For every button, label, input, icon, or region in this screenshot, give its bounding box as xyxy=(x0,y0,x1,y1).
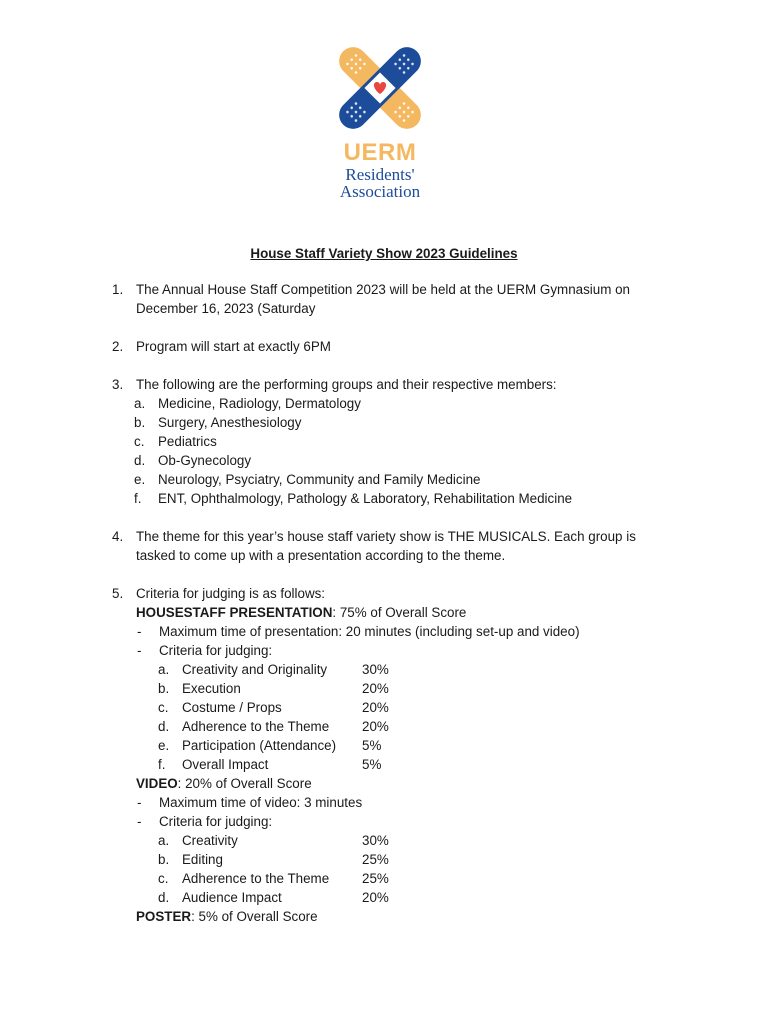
criteria-letter: b. xyxy=(158,681,170,696)
poster-label: POSTER xyxy=(136,909,192,924)
criteria-letter: a. xyxy=(158,833,170,848)
group-letter: b. xyxy=(134,415,146,430)
criteria-percent: 30% xyxy=(362,833,389,848)
criteria-letter: e. xyxy=(158,738,170,753)
criteria-name: Adherence to the Theme xyxy=(182,719,330,734)
item-text: Criteria for judging is as follows: xyxy=(136,586,326,601)
group-entry xyxy=(112,489,652,508)
logo-subtitle-line1: Residents' xyxy=(345,165,415,184)
criteria-letter: a. xyxy=(158,662,170,677)
criteria-letter: c. xyxy=(158,700,169,715)
logo-uerm-text: UERM xyxy=(343,139,417,166)
criteria-label-text: Criteria for judging: xyxy=(159,643,273,658)
criteria-row xyxy=(136,698,652,717)
video-heading xyxy=(136,774,652,793)
housestaff-label: HOUSESTAFF PRESENTATION xyxy=(136,605,333,620)
item-number: 5. xyxy=(112,586,124,601)
criteria-letter: d. xyxy=(158,890,170,905)
housestaff-heading xyxy=(136,603,652,622)
criteria-row xyxy=(136,660,652,679)
criteria-percent: 25% xyxy=(362,852,389,867)
criteria-row xyxy=(136,831,652,850)
criteria-name: Adherence to the Theme xyxy=(182,871,330,886)
criteria-name: Creativity xyxy=(182,833,238,848)
criteria-row xyxy=(136,755,652,774)
group-entry xyxy=(112,413,652,432)
poster-score: : 5% of Overall Score xyxy=(191,909,318,924)
video-score: : 20% of Overall Score xyxy=(177,776,312,791)
criteria-percent: 25% xyxy=(362,871,389,886)
criteria-percent: 5% xyxy=(362,757,382,772)
video-max-time: - Maximum time of video: 3 minutes xyxy=(137,795,363,810)
criteria-percent: 5% xyxy=(362,738,382,753)
item-number: 2. xyxy=(112,339,124,354)
criteria-letter: d. xyxy=(158,719,170,734)
poster-heading xyxy=(136,907,652,926)
criteria-row xyxy=(136,869,652,888)
max-time-text: Maximum time of video: 3 minutes xyxy=(159,795,363,810)
item-number: 4. xyxy=(112,529,124,544)
max-time-text: Maximum time of presentation: 20 minutes (including set-up and video) xyxy=(159,624,580,639)
criteria-percent: 30% xyxy=(362,662,389,677)
criteria-row xyxy=(136,717,652,736)
item-number: 1. xyxy=(112,282,124,297)
housestaff-max-time: - Maximum time of presentation: 20 minutes (including set-up and video) xyxy=(137,624,580,639)
criteria-percent: 20% xyxy=(362,700,389,715)
group-entry xyxy=(112,394,652,413)
item-text: Program will start at exactly 6PM xyxy=(136,339,331,354)
item-number: 3. xyxy=(112,377,124,392)
group-entry xyxy=(112,451,652,470)
group-letter: d. xyxy=(134,453,146,468)
item-text-line: The theme for this year’s house staff variety show is THE MUSICALS. Each group is xyxy=(136,529,636,544)
criteria-name: Participation (Attendance) xyxy=(182,738,337,753)
video-label: VIDEO xyxy=(136,776,178,791)
criteria-letter: c. xyxy=(158,871,169,886)
uerm-logo xyxy=(330,40,430,200)
housestaff-score: : 75% of Overall Score xyxy=(332,605,467,620)
group-letter: f. xyxy=(134,491,142,506)
group-letter: a. xyxy=(134,396,146,411)
group-members: Ob-Gynecology xyxy=(158,453,252,468)
criteria-percent: 20% xyxy=(362,719,389,734)
criteria-letter: b. xyxy=(158,852,170,867)
item-text: The following are the performing groups and their respective members: xyxy=(136,377,557,392)
group-entry xyxy=(112,432,652,451)
group-members: Neurology, Psyciatry, Community and Family Medicine xyxy=(158,472,481,487)
group-members: ENT, Ophthalmology, Pathology & Laboratory, Rehabilitation Medicine xyxy=(158,491,573,506)
guideline-item-4 xyxy=(112,527,652,565)
item-text-line: tasked to come up with a presentation according to the theme. xyxy=(136,548,506,563)
criteria-name: Creativity and Originality xyxy=(182,662,328,677)
criteria-row xyxy=(136,850,652,869)
criteria-name: Audience Impact xyxy=(182,890,282,905)
document-title: House Staff Variety Show 2023 Guidelines xyxy=(250,246,518,261)
criteria-row xyxy=(136,736,652,755)
criteria-letter: f. xyxy=(158,757,166,772)
criteria-row xyxy=(136,679,652,698)
criteria-percent: 20% xyxy=(362,681,389,696)
criteria-name: Editing xyxy=(182,852,223,867)
criteria-name: Overall Impact xyxy=(182,757,269,772)
guideline-item-5 xyxy=(112,584,652,926)
group-letter: e. xyxy=(134,472,146,487)
guidelines-list xyxy=(112,280,652,945)
housestaff-criteria-label: - Criteria for judging: xyxy=(137,643,273,658)
criteria-name: Execution xyxy=(182,681,241,696)
group-members: Surgery, Anesthesiology xyxy=(158,415,302,430)
guideline-item-3 xyxy=(112,375,652,508)
group-members: Medicine, Radiology, Dermatology xyxy=(158,396,361,411)
item-text-line: December 16, 2023 (Saturday xyxy=(136,301,316,316)
group-letter: c. xyxy=(134,434,145,449)
criteria-row xyxy=(136,888,652,907)
item-text-line: The Annual House Staff Competition 2023 will be held at the UERM Gymnasium on xyxy=(136,282,630,297)
guideline-item-1 xyxy=(112,280,652,318)
guideline-item-2 xyxy=(112,337,652,356)
group-members: Pediatrics xyxy=(158,434,217,449)
bandage-cross-icon xyxy=(332,40,428,136)
logo-subtitle-line2: Association xyxy=(339,182,421,201)
criteria-label-text: Criteria for judging: xyxy=(159,814,273,829)
criteria-percent: 20% xyxy=(362,890,389,905)
group-entry xyxy=(112,470,652,489)
video-criteria-label: - Criteria for judging: xyxy=(137,814,273,829)
criteria-name: Costume / Props xyxy=(182,700,282,715)
